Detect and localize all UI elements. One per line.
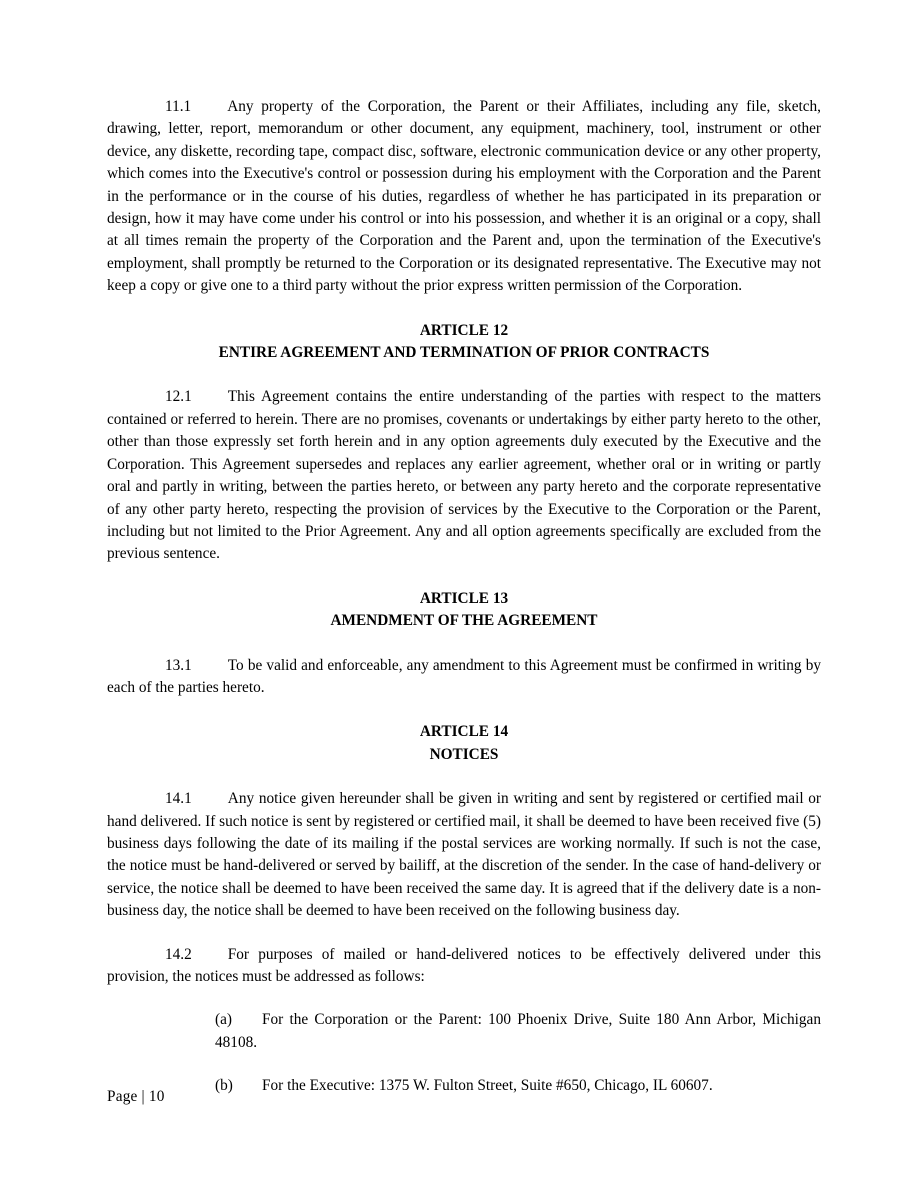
article-13-title: AMENDMENT OF THE AGREEMENT: [330, 612, 598, 630]
paragraph-text: Any notice given hereunder shall be given in writing and sent by registered or certified mail or hand delivered. If such notice is sent by registered or certified mail, it shall be deemed to have been received five (5) business days following the date of its mailing if the postal services are working normally. If such is not the case, the notice must be hand-delivered or served by bailiff, at the discretion of the sender. In the case of hand-delivery or service, the notice shall be deemed to have been received the same day. It is agreed that if the delivery date is a non-business day, the notice shall be deemed to have been received on the following business day.: [107, 790, 821, 920]
article-14-title: NOTICES: [429, 745, 499, 763]
sub-item-a: [107, 1009, 821, 1054]
spacer: [107, 699, 821, 721]
spacer: [107, 364, 821, 386]
paragraph-number: 14.2: [165, 945, 192, 963]
paragraph-12-1: [107, 386, 821, 565]
paragraph-14-2: [107, 944, 821, 989]
document-body: [107, 96, 821, 1098]
spacer: [107, 1054, 821, 1075]
paragraph-number: 13.1: [165, 656, 192, 674]
paragraph-number: 12.1: [165, 388, 192, 406]
article-14-number: ARTICLE 14: [419, 723, 509, 741]
spacer: [107, 923, 821, 944]
spacer: [107, 633, 821, 655]
article-12-number: ARTICLE 12: [419, 321, 509, 339]
paragraph-text: This Agreement contains the entire understanding of the parties with respect to the matters contained or referred to herein. There are no promises, covenants or undertakings by either party hereto to the other, other than those expressly set forth herein and in any option agreements duly executed by the Executive and the Corporation. This Agreement supersedes and replaces any earlier agreement, whether oral or in writing or partly oral and partly in writing, between the parties hereto, or between any party hereto and the corporate representative of any other party hereto, respecting the provision of services by the Executive to the Corporation or the Parent, including but not limited to the Prior Agreement. Any and all option agreements specifically are excluded from the previous sentence.: [107, 388, 821, 563]
sub-item-label: (b): [215, 1077, 233, 1095]
paragraph-14-1: [107, 788, 821, 922]
page-footer: Page | 10: [107, 1088, 165, 1105]
paragraph-number: 14.1: [165, 790, 192, 808]
sub-item-b: [107, 1075, 821, 1097]
paragraph-text: For purposes of mailed or hand-delivered notices to be effectively delivered under this provision, the notices must be addressed as follows:: [107, 945, 821, 985]
spacer: [107, 988, 821, 1009]
paragraph-11-1: [107, 96, 821, 298]
paragraph-text: To be valid and enforceable, any amendment to this Agreement must be confirmed in writing by each of the parties hereto.: [107, 656, 821, 696]
spacer: [107, 298, 821, 320]
spacer: [107, 566, 821, 588]
sub-item-label: (a): [215, 1011, 232, 1029]
paragraph-number: 11.1: [165, 98, 192, 115]
sub-item-text: For the Executive: 1375 W. Fulton Street, Suite #650, Chicago, IL 60607.: [262, 1077, 713, 1095]
article-12-title: ENTIRE AGREEMENT AND TERMINATION OF PRIOR CONTRACTS: [218, 344, 710, 362]
paragraph-text: Any property of the Corporation, the Parent or their Affiliates, including any file, sketch, drawing, letter, report, memorandum or other document, any equipment, machinery, tool, instrument or other device, any diskette, recording tape, compact disc, software, electronic communication device or any other property, which comes into the Executive's control or possession during his employment with the Corporation and the Parent in the performance or in the course of his duties, regardless of whether he has participated in its preparation or design, how it may have come under his control or into his possession, and whether it is an original or a copy, shall at all times remain the property of the Corporation and the Parent and, upon the termination of the Executive's employment, shall promptly be returned to the Corporation or its designated representative. The Executive may not keep a copy or give one to a third party without the prior express written permission of the Corporation.: [107, 98, 821, 295]
article-13-number: ARTICLE 13: [419, 589, 509, 607]
sub-item-text: For the Corporation or the Parent: 100 Phoenix Drive, Suite 180 Ann Arbor, Michigan 48108.: [215, 1011, 821, 1051]
spacer: [107, 766, 821, 788]
paragraph-13-1: [107, 655, 821, 700]
